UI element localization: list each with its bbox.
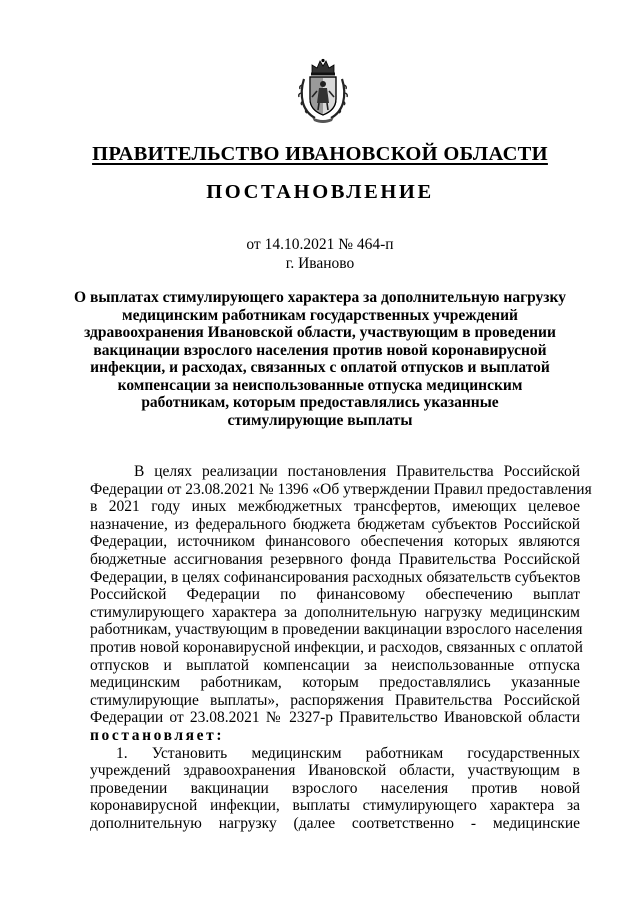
body-line: против новой коронавирусной инфекции, и расходов, связанных с оплатой [90,638,583,656]
item-line: учреждений здравоохранения Ивановской области, участвующим в [90,762,580,780]
heading-line: работникам, которым предоставлялись указанные [141,394,499,411]
heading-line: О выплатах стимулирующего характера за дополнительную нагрузку [74,289,566,306]
heading-line: инфекции, и расходах, связанных с оплатой отпусков и выплатой [90,359,550,376]
body-line: в 2021 году иных межбюджетных трансфертов, имеющих целевое [90,498,580,516]
body-line: Федерации, источником финансового обеспечения которых являются [90,533,580,551]
body-line: Федерации от 23.08.2021 № 2327-р Правительство Ивановской области [90,709,580,727]
body-line: отпусков и выплатой компенсации за неиспользованные отпуска [90,656,580,674]
coat-of-arms-icon [298,57,348,123]
heading-line: вакцинации взрослого населения против новой коронавирусной [93,341,547,359]
document-city: г. Иваново [285,255,355,272]
body-line: Российской Федерации по финансовому обеспечению выплат [90,586,580,604]
document-body [90,463,592,832]
body-line: Федерации, в целях софинансирования расходных обязательств субъектов [90,568,581,586]
document-heading [0,289,640,429]
heading-line: стимулирующие выплаты [227,411,413,429]
body-line: медицинским работникам, которым предоставлялись указанные [90,674,580,692]
resolves-word: постановляет: [90,726,225,744]
document-date-number: от 14.10.2021 № 464-п [246,236,394,253]
heading-line: здравоохранения Ивановской области, участвующим в проведении [84,324,556,341]
government-title: ПРАВИТЕЛЬСТВО ИВАНОВСКОЙ ОБЛАСТИ [92,143,548,165]
heading-line: медицинским работникам государственных учреждений [122,306,518,324]
heading-line: компенсации за неиспользованные отпуска медицинским [117,376,523,394]
body-line: Федерации от 23.08.2021 № 1396 «Об утверждении Правил предоставления [90,480,592,498]
item-line: дополнительную нагрузку (далее соответственно - медицинские [90,814,580,832]
item-line: коронавирусной инфекции, выплаты стимулирующего характера за [90,797,580,815]
item-line: 1. Установить медицинским работникам государственных [116,744,580,762]
body-line: работникам, участвующим в проведении вакцинации взрослого населения [90,621,583,639]
body-line: бюджетные ассигнования резервного фонда Правительства Российской [90,550,580,568]
body-line: стимулирующего характера за дополнительную нагрузку медицинским [90,603,580,621]
body-line: стимулирующие выплаты», распоряжения Правительства Российской [90,691,580,709]
body-line: В целях реализации постановления Правительства Российской [134,463,580,480]
body-line: назначение, из федерального бюджета бюджетам субъектов Российской [90,515,580,533]
item-line: проведении вакцинации взрослого населения против новой [90,779,580,797]
document-type: ПОСТАНОВЛЕНИЕ [206,181,434,203]
